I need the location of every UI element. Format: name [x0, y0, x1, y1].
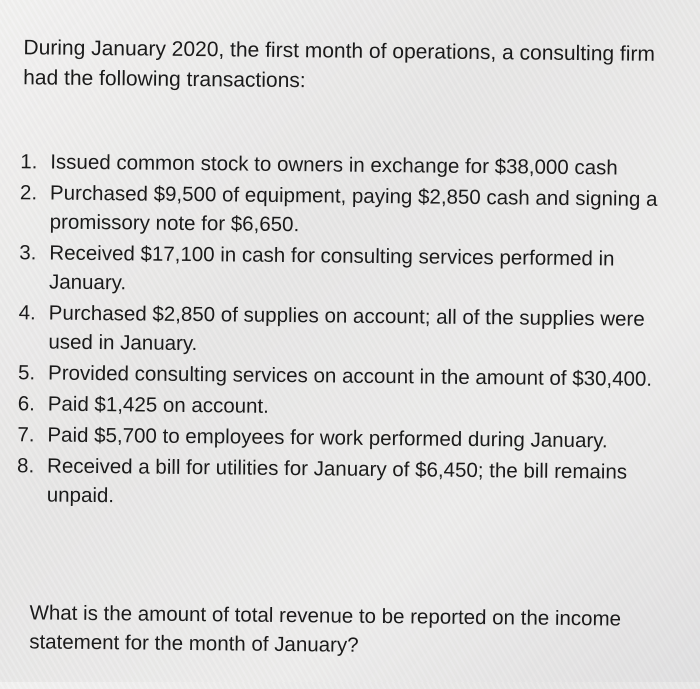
list-item-text: Paid $1,425 on account. — [47, 392, 270, 418]
list-item — [20, 147, 696, 183]
list-item-text: Provided consulting services on account in the amount of $30,400. — [47, 361, 653, 391]
list-item-text: Received a bill for utilities for January of $6,450; the bill remains unpaid. — [46, 454, 628, 508]
list-item — [20, 178, 697, 243]
list-item-number: 7. — [17, 423, 35, 447]
list-item — [18, 298, 695, 363]
list-item-number: 3. — [19, 241, 37, 265]
list-item — [17, 451, 694, 516]
list-item-number: 1. — [20, 150, 38, 174]
list-item-number: 8. — [17, 454, 35, 478]
list-item-number: 4. — [18, 301, 36, 325]
list-item-number: 6. — [17, 392, 36, 416]
list-item-text: Purchased $2,850 of supplies on account; all of the supplies were used in January. — [48, 301, 645, 356]
list-item-text: Received $17,100 in cash for consulting services performed in January. — [48, 241, 615, 295]
list-item-text: Paid $5,700 to employees for work performed during January. — [47, 423, 608, 453]
intro-paragraph: During January 2020, the first month of operations, a consulting firm had the following transactions: — [23, 36, 656, 93]
list-item-number: 2. — [19, 181, 38, 205]
list-item — [17, 420, 693, 456]
question-paragraph: What is the amount of total revenue to be reported on the income statement for the month of January? — [29, 601, 622, 657]
list-item — [19, 238, 696, 303]
list-item-number: 5. — [17, 361, 36, 385]
list-item — [18, 358, 694, 394]
transaction-list — [17, 147, 697, 518]
list-item — [18, 389, 694, 425]
list-item-text: Issued common stock to owners in exchange for $38,000 cash — [50, 150, 618, 180]
list-item-text: Purchased $9,500 of equipment, paying $2,850 cash and signing a promissory note for $6,650. — [49, 181, 658, 237]
